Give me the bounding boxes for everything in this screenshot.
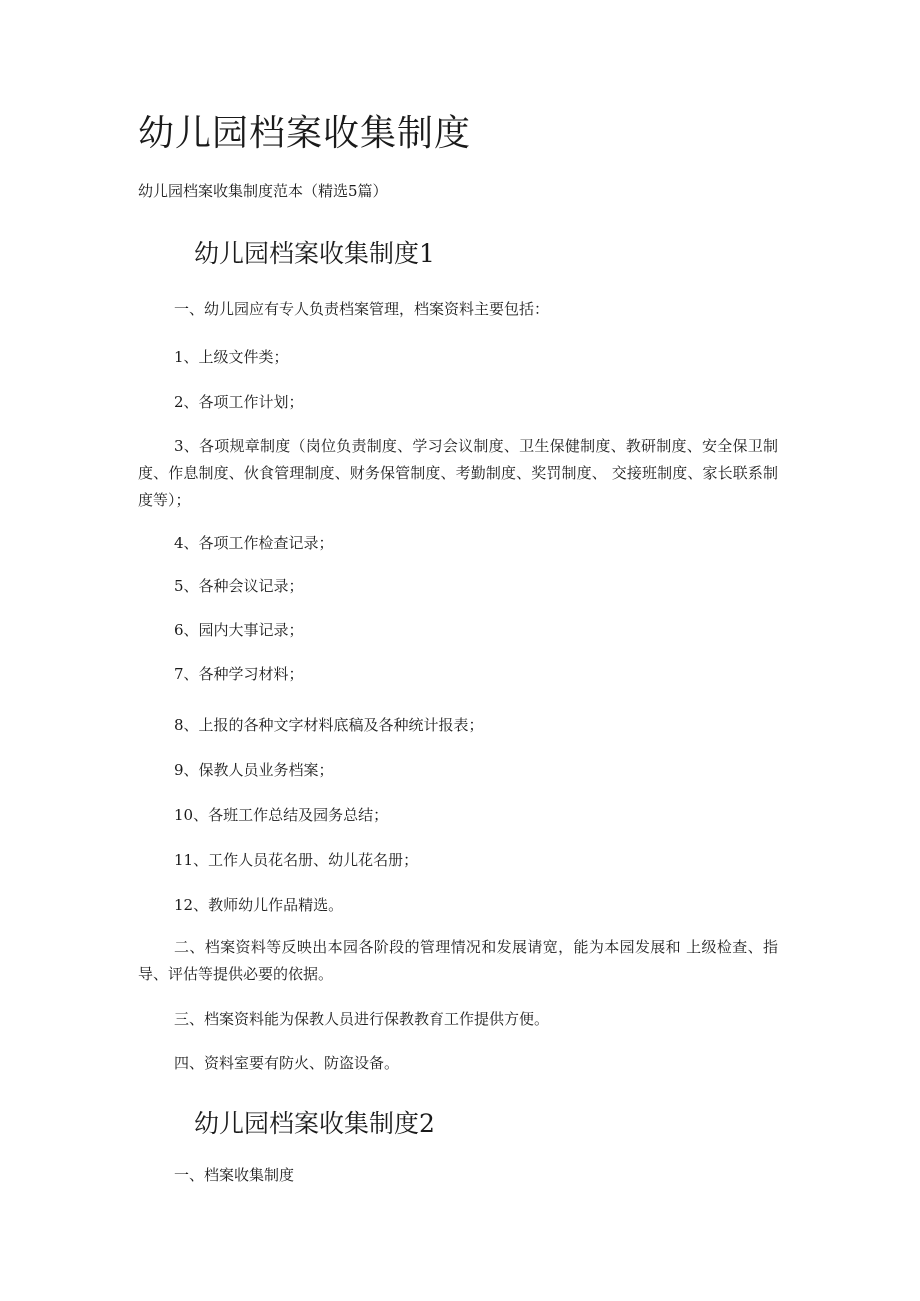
list-item: 12、教师幼儿作品精选。	[174, 896, 344, 914]
list-item: 5、各种会议记录；	[174, 577, 304, 595]
list-item: 10、各班工作总结及园务总结；	[174, 806, 389, 824]
list-item: 4、各项工作检查记录；	[174, 534, 334, 552]
document-title: 幼儿园档案收集制度	[138, 113, 472, 154]
document-subtitle: 幼儿园档案收集制度范本（精选5篇）	[138, 182, 388, 200]
section-1-point-2: 二、档案资料等反映出本园各阶段的管理情况和发展请宽，能为本园发展和 上级检查、指导、评估等提供必要的依据。	[138, 938, 778, 983]
section-1-intro: 一、幼儿园应有专人负责档案管理，档案资料主要包括：	[174, 300, 550, 318]
section-1-heading: 幼儿园档案收集制度1	[194, 239, 435, 268]
section-2-heading: 幼儿园档案收集制度2	[194, 1109, 435, 1138]
list-item: 8、上报的各种文字材料底稿及各种统计报表；	[174, 716, 484, 734]
list-item: 2、各项工作计划；	[174, 393, 304, 411]
list-item: 11、工作人员花名册、幼儿花名册；	[174, 851, 419, 869]
list-item: 6、园内大事记录；	[174, 621, 304, 639]
section-1-point-3: 三、档案资料能为保教人员进行保教教育工作提供方便。	[174, 1010, 550, 1028]
section-2-intro: 一、档案收集制度	[174, 1166, 295, 1184]
section-1-point-4: 四、资料室要有防火、防盗设备。	[174, 1054, 400, 1072]
list-item: 7、各种学习材料；	[174, 665, 304, 683]
list-item: 9、保教人员业务档案；	[174, 761, 334, 779]
list-item: 3、各项规章制度（岗位负责制度、学习会议制度、卫生保健制度、教研制度、安全保卫制度、作息制度、伙食管理制度、财务保管制度、考勤制度、奖罚制度、 交接班制度、家长联系制度等）；	[138, 437, 778, 509]
list-item: 1、上级文件类；	[174, 348, 289, 366]
